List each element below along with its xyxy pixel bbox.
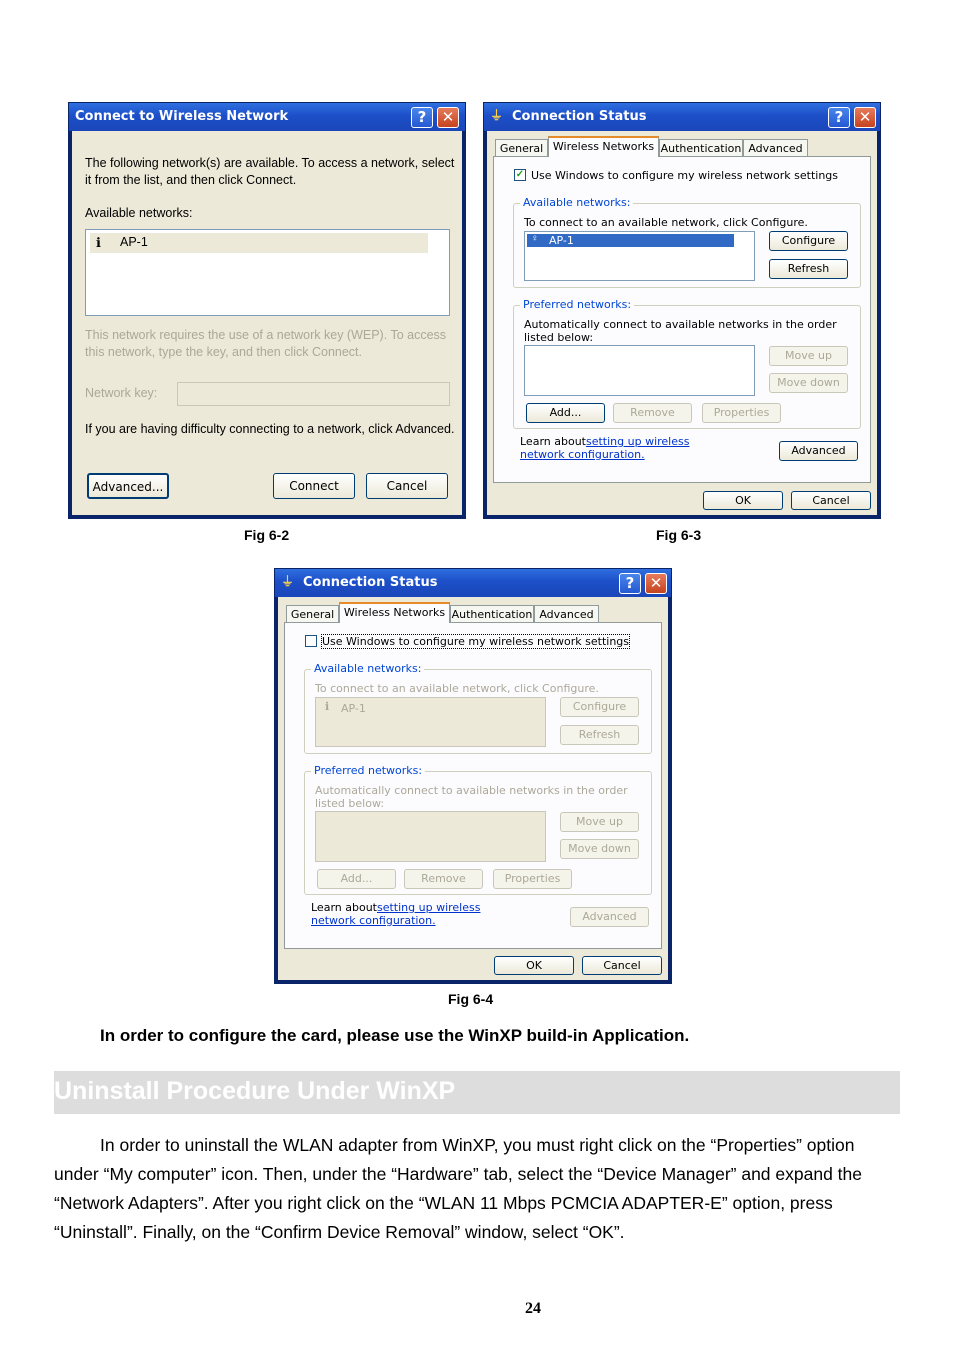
configure-button[interactable]: Configure	[560, 697, 639, 717]
available-list[interactable]	[315, 697, 546, 747]
close-icon[interactable]: ✕	[645, 573, 667, 594]
network-key-label: Network key:	[85, 386, 158, 400]
ok-button[interactable]: OK	[494, 956, 574, 975]
available-text: To connect to an available network, click Configure.	[524, 216, 808, 229]
advanced-button[interactable]: Advanced...	[87, 473, 169, 499]
tab-advanced[interactable]: Advanced	[743, 139, 808, 157]
help-icon[interactable]: ?	[411, 107, 433, 128]
refresh-button[interactable]: Refresh	[769, 259, 848, 279]
fig-6-2-caption: Fig 6-2	[244, 527, 290, 543]
preferred-networks-group	[304, 764, 652, 895]
help-icon[interactable]: ?	[619, 573, 641, 594]
dialog-title: ⏚ Connection Status	[275, 569, 671, 597]
tab-panel	[493, 156, 871, 483]
cancel-button[interactable]: Cancel	[366, 473, 448, 499]
section-title: Uninstall Procedure Under WinXP	[54, 1077, 456, 1105]
available-networks-label: Available networks:	[85, 206, 193, 220]
preferred-networks-group	[513, 298, 861, 429]
use-windows-checkbox[interactable]: ✓	[515, 169, 525, 180]
wep-note: This network requires the use of a network key (WEP). To access this network, type the key, and then click Connect.	[85, 328, 447, 359]
antenna-icon: ♀	[531, 233, 539, 244]
move-down-button[interactable]: Move down	[560, 839, 639, 859]
tab-wireless-networks[interactable]: Wireless Networks	[548, 136, 659, 157]
connect-wireless-dialog	[68, 102, 466, 519]
use-windows-label[interactable]: Use Windows to configure my wireless network settings	[531, 169, 839, 182]
difficulty-text: If you are having difficulty connecting to a network, click Advanced.	[85, 422, 455, 436]
tab-panel	[284, 622, 662, 949]
antenna-icon: ℹ	[325, 701, 330, 713]
learn-about-link[interactable]: setting up wireless network configuration.	[520, 435, 690, 461]
move-up-button[interactable]: Move up	[769, 346, 848, 366]
preferred-list[interactable]	[315, 811, 546, 862]
network-icon: ⏚	[281, 575, 295, 590]
preferred-list[interactable]	[524, 345, 755, 396]
available-networks-legend: Available networks:	[520, 196, 633, 209]
available-text: To connect to an available network, click Configure.	[315, 682, 599, 695]
remove-button[interactable]: Remove	[613, 403, 692, 423]
network-list[interactable]	[85, 229, 450, 316]
cancel-button[interactable]: Cancel	[791, 491, 871, 510]
connection-status-dialog-unchecked	[274, 568, 672, 984]
ok-button[interactable]: OK	[703, 491, 783, 510]
add-button[interactable]: Add...	[317, 869, 396, 889]
advanced-button[interactable]: Advanced	[779, 441, 858, 461]
move-up-button[interactable]: Move up	[560, 812, 639, 832]
add-button[interactable]: Add...	[526, 403, 605, 423]
properties-button[interactable]: Properties	[702, 403, 781, 423]
configure-note: In order to configure the card, please use the WinXP build-in Application.	[100, 1026, 690, 1045]
preferred-networks-legend: Preferred networks:	[311, 764, 425, 777]
intro-text: The following network(s) are available. To access a network, select it from the list, and then click Connect.	[85, 156, 455, 187]
antenna-icon: ℹ	[96, 235, 101, 250]
preferred-text: Automatically connect to available networks in the order listed below:	[315, 784, 628, 810]
network-name: AP-1	[549, 234, 574, 247]
body-paragraph: In order to uninstall the WLAN adapter from WinXP, you must right click on the “Properties” option under “My computer” icon. Then, under the “Hardware” tab, select the “Device Manager” and expand the “Network Adapters”. After you right click on the “WLAN 11 Mbps PCMCIA ADAPTER-E” option, press “Uninstall”. Finally, on the “Confirm Device Removal” window, select “OK”.	[54, 1135, 863, 1242]
configure-button[interactable]: Configure	[769, 231, 848, 251]
help-icon[interactable]: ?	[828, 107, 850, 128]
refresh-button[interactable]: Refresh	[560, 725, 639, 745]
dialog-title: ⏚ Connection Status	[484, 103, 880, 131]
tab-general[interactable]: General	[495, 139, 548, 157]
learn-about-text: Learn about	[520, 435, 586, 448]
dialog-client	[278, 597, 668, 980]
advanced-button[interactable]: Advanced	[570, 907, 649, 927]
connect-button[interactable]: Connect	[273, 473, 355, 499]
learn-about-link[interactable]: setting up wireless network configuration.	[311, 901, 481, 927]
available-list[interactable]	[524, 231, 755, 281]
properties-button[interactable]: Properties	[493, 869, 572, 889]
network-icon: ⏚	[490, 109, 504, 124]
network-name: AP-1	[341, 702, 366, 715]
list-item[interactable]	[527, 234, 734, 247]
use-windows-label[interactable]: Use Windows to configure my wireless network settings	[322, 635, 630, 648]
dialog-client	[487, 131, 877, 515]
preferred-text: Automatically connect to available networks in the order listed below:	[524, 318, 837, 344]
section-banner	[54, 1071, 900, 1114]
fig-6-4-caption: Fig 6-4	[448, 991, 494, 1007]
available-networks-group	[513, 196, 861, 288]
connection-status-dialog	[483, 102, 881, 519]
move-down-button[interactable]: Move down	[769, 373, 848, 393]
close-icon[interactable]: ✕	[854, 107, 876, 128]
use-windows-checkbox[interactable]	[305, 635, 317, 647]
tab-authentication[interactable]: Authentication	[450, 605, 534, 623]
page-number: 24	[525, 1300, 541, 1317]
close-icon[interactable]: ✕	[437, 107, 459, 128]
network-key-input[interactable]	[177, 382, 450, 406]
available-networks-group	[304, 662, 652, 754]
tab-authentication[interactable]: Authentication	[659, 139, 743, 157]
tab-general[interactable]: General	[286, 605, 339, 623]
preferred-networks-legend: Preferred networks:	[520, 298, 634, 311]
cancel-button[interactable]: Cancel	[582, 956, 662, 975]
learn-about-text: Learn about	[311, 901, 377, 914]
dialog-client	[72, 131, 462, 515]
tab-wireless-networks[interactable]: Wireless Networks	[339, 602, 450, 623]
network-name: AP-1	[120, 235, 148, 249]
available-networks-legend: Available networks:	[311, 662, 424, 675]
dialog-title: Connect to Wireless Network	[69, 103, 465, 131]
remove-button[interactable]: Remove	[404, 869, 483, 889]
network-list-item[interactable]	[90, 233, 428, 253]
tab-advanced[interactable]: Advanced	[534, 605, 599, 623]
fig-6-3-caption: Fig 6-3	[656, 527, 702, 543]
